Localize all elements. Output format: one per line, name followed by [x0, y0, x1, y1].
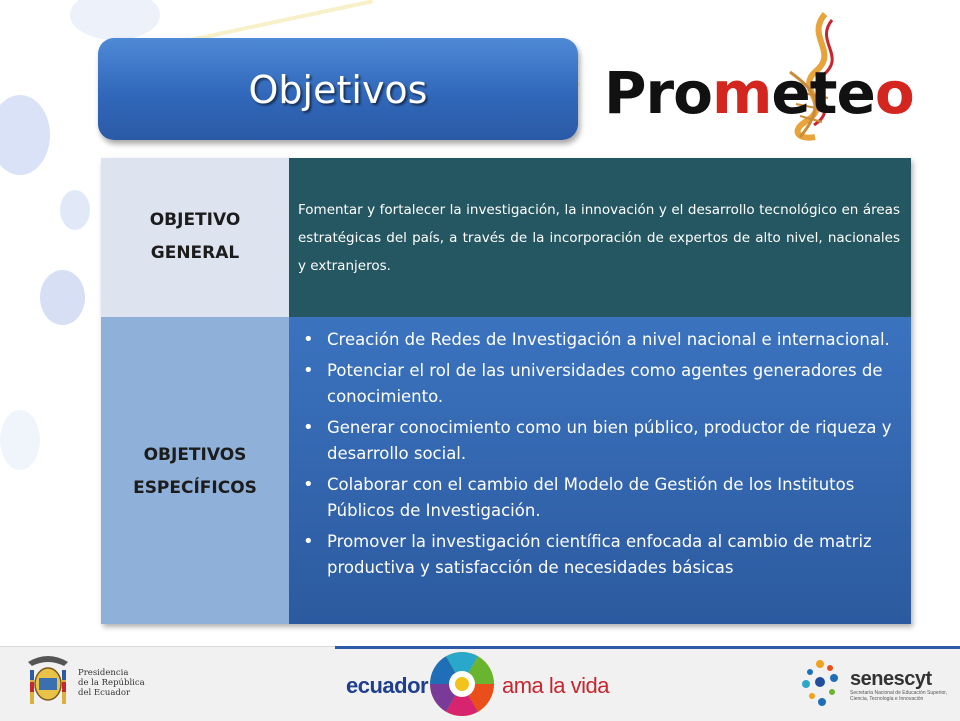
- footer-accent-line: [335, 646, 960, 649]
- ama-la-vida-wordmark: ama la vida: [502, 673, 610, 698]
- general-header-cell: [101, 158, 289, 317]
- background-blob: [0, 95, 50, 175]
- general-header-line1: OBJETIVO: [149, 210, 241, 230]
- especificos-content-cell: [289, 317, 911, 624]
- background-blob: [40, 270, 85, 325]
- list-item: • Promover la investigación científica enfocada al cambio de matriz productiva y satisfacción de necesidades básicas: [289, 529, 899, 581]
- presidencia-label: Presidencia de la República del Ecuador: [78, 668, 145, 698]
- objectives-table: [101, 158, 911, 624]
- especificos-bullet-list: [289, 327, 899, 586]
- ecuador-wordmark: ecuador: [346, 673, 429, 698]
- background-blob: [70, 0, 160, 40]
- list-item: • Generar conocimiento como un bien público, productor de riqueza y desarrollo social.: [289, 415, 899, 467]
- especificos-header-cell: [101, 317, 289, 624]
- list-item: • Colaborar con el cambio del Modelo de Gestión de los Institutos Públicos de Investigación.: [289, 472, 899, 524]
- prometeo-logo: [600, 12, 914, 142]
- general-header-line2: GENERAL: [150, 243, 240, 263]
- slide-title: Objetivos: [248, 68, 428, 112]
- especificos-header-line2: ESPECÍFICOS: [133, 478, 257, 498]
- general-content-cell: [289, 158, 911, 317]
- senescyt-logo-icon: [798, 652, 848, 714]
- list-item: • Potenciar el rol de las universidades como agentes generadores de conocimiento.: [289, 358, 899, 410]
- ecuador-coat-of-arms-icon: [24, 652, 72, 710]
- general-objective-text: Fomentar y fortalecer la investigación, la innovación y el desarrollo tecnológico en áreas estratégicas del país, a través de la incorporación de expertos de alto nivel, nacionales y extranjeros.: [298, 202, 900, 274]
- prometeo-wordmark: Prometeo: [604, 59, 914, 127]
- background-blob: [0, 410, 40, 470]
- senescyt-subtitle: Secretaría Nacional de Educación Superior, Ciencia, Tecnología e Innovación: [850, 690, 948, 702]
- especificos-header-line1: OBJETIVOS: [143, 445, 247, 465]
- background-blob: [60, 190, 90, 230]
- senescyt-wordmark: senescyt: [850, 668, 932, 690]
- list-item: • Creación de Redes de Investigación a nivel nacional e internacional.: [289, 327, 899, 353]
- ecuador-ama-la-vida-wheel-icon: [428, 650, 496, 718]
